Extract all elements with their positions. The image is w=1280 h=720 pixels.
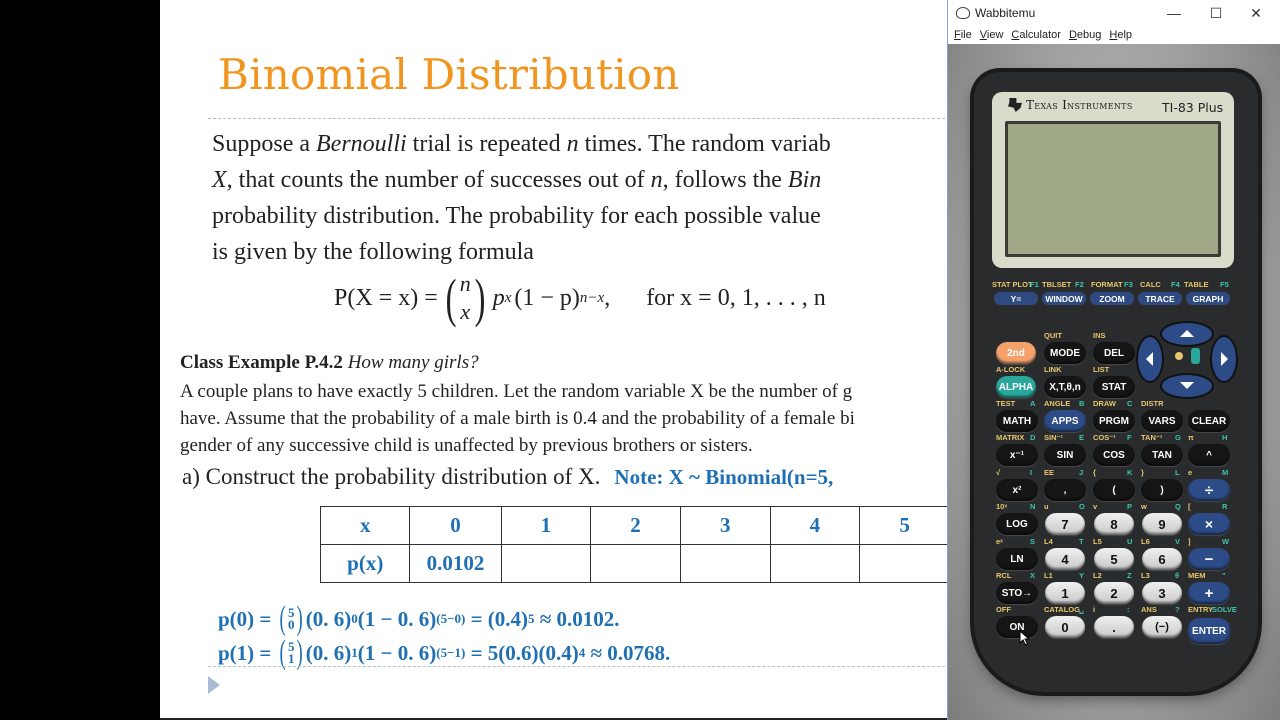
right-arrow-icon: [1221, 352, 1228, 366]
key-xttheta-n[interactable]: X,T,θ,n: [1044, 376, 1086, 398]
key-log[interactable]: LOG: [996, 513, 1038, 535]
key-math[interactable]: MATH: [996, 410, 1038, 432]
up-arrow-icon: [1180, 330, 1194, 337]
model-label: TI-83 Plus: [1162, 100, 1224, 115]
key-clear[interactable]: CLEAR: [1188, 410, 1230, 432]
key-open-paren[interactable]: (: [1093, 479, 1135, 501]
key-cos[interactable]: COS: [1093, 444, 1135, 466]
shift-indicator-icon: [1175, 352, 1183, 360]
key-graph[interactable]: GRAPH: [1186, 292, 1230, 305]
key-square[interactable]: x²: [996, 479, 1038, 501]
key-caret[interactable]: ^: [1188, 444, 1230, 466]
table-row: p(x) 0.0102: [321, 545, 950, 583]
key-mode[interactable]: MODE: [1044, 342, 1086, 364]
key-negative[interactable]: (−): [1142, 616, 1182, 638]
title-divider: [208, 118, 950, 119]
left-margin: [0, 0, 160, 720]
probability-table: [320, 506, 950, 583]
maximize-button[interactable]: ☐: [1209, 4, 1223, 21]
key-store[interactable]: STO→: [996, 582, 1038, 604]
key-1[interactable]: 1: [1045, 582, 1085, 604]
binomial-formula: P(X = x) = ( n x ) p x (1 − p) n−x , for x = 0, 1, . . . , n: [334, 268, 826, 328]
close-button[interactable]: ✕: [1250, 4, 1262, 21]
key-subtract[interactable]: −: [1188, 548, 1230, 570]
key-apps[interactable]: APPS: [1044, 410, 1086, 432]
key-on[interactable]: ON: [996, 616, 1038, 638]
key-prgm[interactable]: PRGM: [1093, 410, 1135, 432]
key-vars[interactable]: VARS: [1141, 410, 1183, 432]
menu-file[interactable]: File: [954, 29, 972, 41]
window-title: Wabbitemu: [975, 6, 1036, 20]
menu-help[interactable]: Help: [1109, 29, 1133, 41]
key-trace[interactable]: TRACE: [1138, 292, 1182, 305]
bottom-divider: [208, 666, 950, 667]
key-comma[interactable]: ,: [1044, 479, 1086, 501]
example-body: A couple plans to have exactly 5 children. Let the random variable X be the number of g have. Assume that the probability of a male birth is 0.4 and the probability of a female bi gender of any successive child is unaffected by previous brothers or sisters.: [180, 381, 855, 456]
key-2[interactable]: 2: [1094, 582, 1134, 604]
p1-calculation: p(1) = ( 5 1 ) (0. 6) 1 (1 − 0. 6) (5−1) = 5(0.6)(0.4) 4 ≈ 0.0768.: [218, 634, 671, 671]
key-divide[interactable]: ÷: [1188, 479, 1230, 501]
menu-view[interactable]: View: [979, 29, 1004, 41]
key-4[interactable]: 4: [1045, 548, 1085, 570]
brand-label: Texas Instruments: [1026, 98, 1133, 112]
key-decimal[interactable]: .: [1094, 616, 1134, 638]
part-a: a) Construct the probability distribution of X. Note: X ~ Binomial(n=5,: [182, 464, 834, 489]
alpha-indicator-icon: [1191, 348, 1200, 364]
key-sin[interactable]: SIN: [1044, 444, 1086, 466]
key-9[interactable]: 9: [1142, 513, 1182, 535]
menu-debug[interactable]: Debug: [1068, 29, 1102, 41]
down-arrow-icon: [1180, 382, 1194, 389]
example-heading: Class Example P.4.2 How many girls?: [180, 352, 479, 373]
key-alpha[interactable]: ALPHA: [996, 376, 1036, 398]
binomial-coefficient: ( n x ): [445, 268, 486, 328]
key-0[interactable]: 0: [1045, 616, 1085, 638]
left-arrow-icon: [1146, 352, 1153, 366]
slide: [160, 0, 950, 718]
menu-bar: [948, 26, 1280, 44]
lcd-screen[interactable]: [1005, 121, 1221, 257]
key-5[interactable]: 5: [1094, 548, 1134, 570]
wabbitemu-app-icon: [956, 7, 970, 19]
wabbitemu-window: Wabbitemu — ☐ ✕ File View Calculator Debug Help Texas Instruments TI-83 Plus STAT PLOT F1 TBLSET F2 FORMAT F3 CALC F4 TABLE F5 Y= WINDOW ZOOM TRACE GRAPH QUIT INS 2nd MODE DEL A-LOCK LINK LIST ALPHA X,T,θ,n STAT TEST A ANGLE B DRAW C DISTR MATH APPS PRGM VARS CLEAR MATRIX D SIN⁻¹ E COS⁻¹ F TAN⁻¹ G π H x⁻¹ SIN COS TAN ^ √ I EE J { K } L e M x² , ( ) ÷ 10ˣ N u O v P w Q [ R LOG 7 8 9 × eˣ S L4 T L5 U L6 V ] W LN 4 5 6 − RCL X L1 Y L2 Z L3 θ MEM " STO→ 1 2 3 + OFF CATALOG ␣ i : ANS ? ENTRY SOLVE ON 0 . (−) ENTER: [947, 0, 1280, 720]
key-close-paren[interactable]: ): [1141, 479, 1183, 501]
play-arrow-icon[interactable]: [208, 676, 220, 694]
definition-paragraph: Suppose a Bernoulli trial is repeated n times. The random variab X, that counts the number of successes out of n, follows the Bin probability distribution. The probability for each possible value is given by the following formula: [212, 131, 831, 265]
minimize-button[interactable]: —: [1167, 5, 1181, 21]
key-tan[interactable]: TAN: [1141, 444, 1183, 466]
key-8[interactable]: 8: [1094, 513, 1134, 535]
key-6[interactable]: 6: [1142, 548, 1182, 570]
p0-calculation: p(0) = ( 5 0 ) (0. 6) 0 (1 − 0. 6) (5−0) = (0.4) 5 ≈ 0.0102.: [218, 600, 620, 637]
table-row: x 0 1 2 3 4 5: [321, 507, 950, 545]
mouse-cursor-icon: [1019, 630, 1031, 646]
binomial-note: Note: X ~ Binomial(n=5,: [614, 465, 834, 489]
key-ln[interactable]: LN: [996, 548, 1038, 570]
key-window[interactable]: WINDOW: [1042, 292, 1086, 305]
title-bar[interactable]: [948, 0, 1280, 26]
slide-title: Binomial Distribution: [218, 50, 680, 99]
key-7[interactable]: 7: [1045, 513, 1085, 535]
key-3[interactable]: 3: [1142, 582, 1182, 604]
key-2nd[interactable]: 2nd: [996, 342, 1036, 364]
key-zoom[interactable]: ZOOM: [1090, 292, 1134, 305]
menu-calculator[interactable]: Calculator: [1011, 29, 1061, 41]
key-add[interactable]: +: [1188, 582, 1230, 604]
key-y-equals[interactable]: Y=: [994, 292, 1038, 305]
key-inverse[interactable]: x⁻¹: [996, 444, 1038, 466]
key-del[interactable]: DEL: [1093, 342, 1135, 364]
key-multiply[interactable]: ×: [1188, 513, 1230, 535]
key-enter[interactable]: ENTER: [1188, 618, 1230, 644]
key-stat[interactable]: STAT: [1093, 376, 1135, 398]
